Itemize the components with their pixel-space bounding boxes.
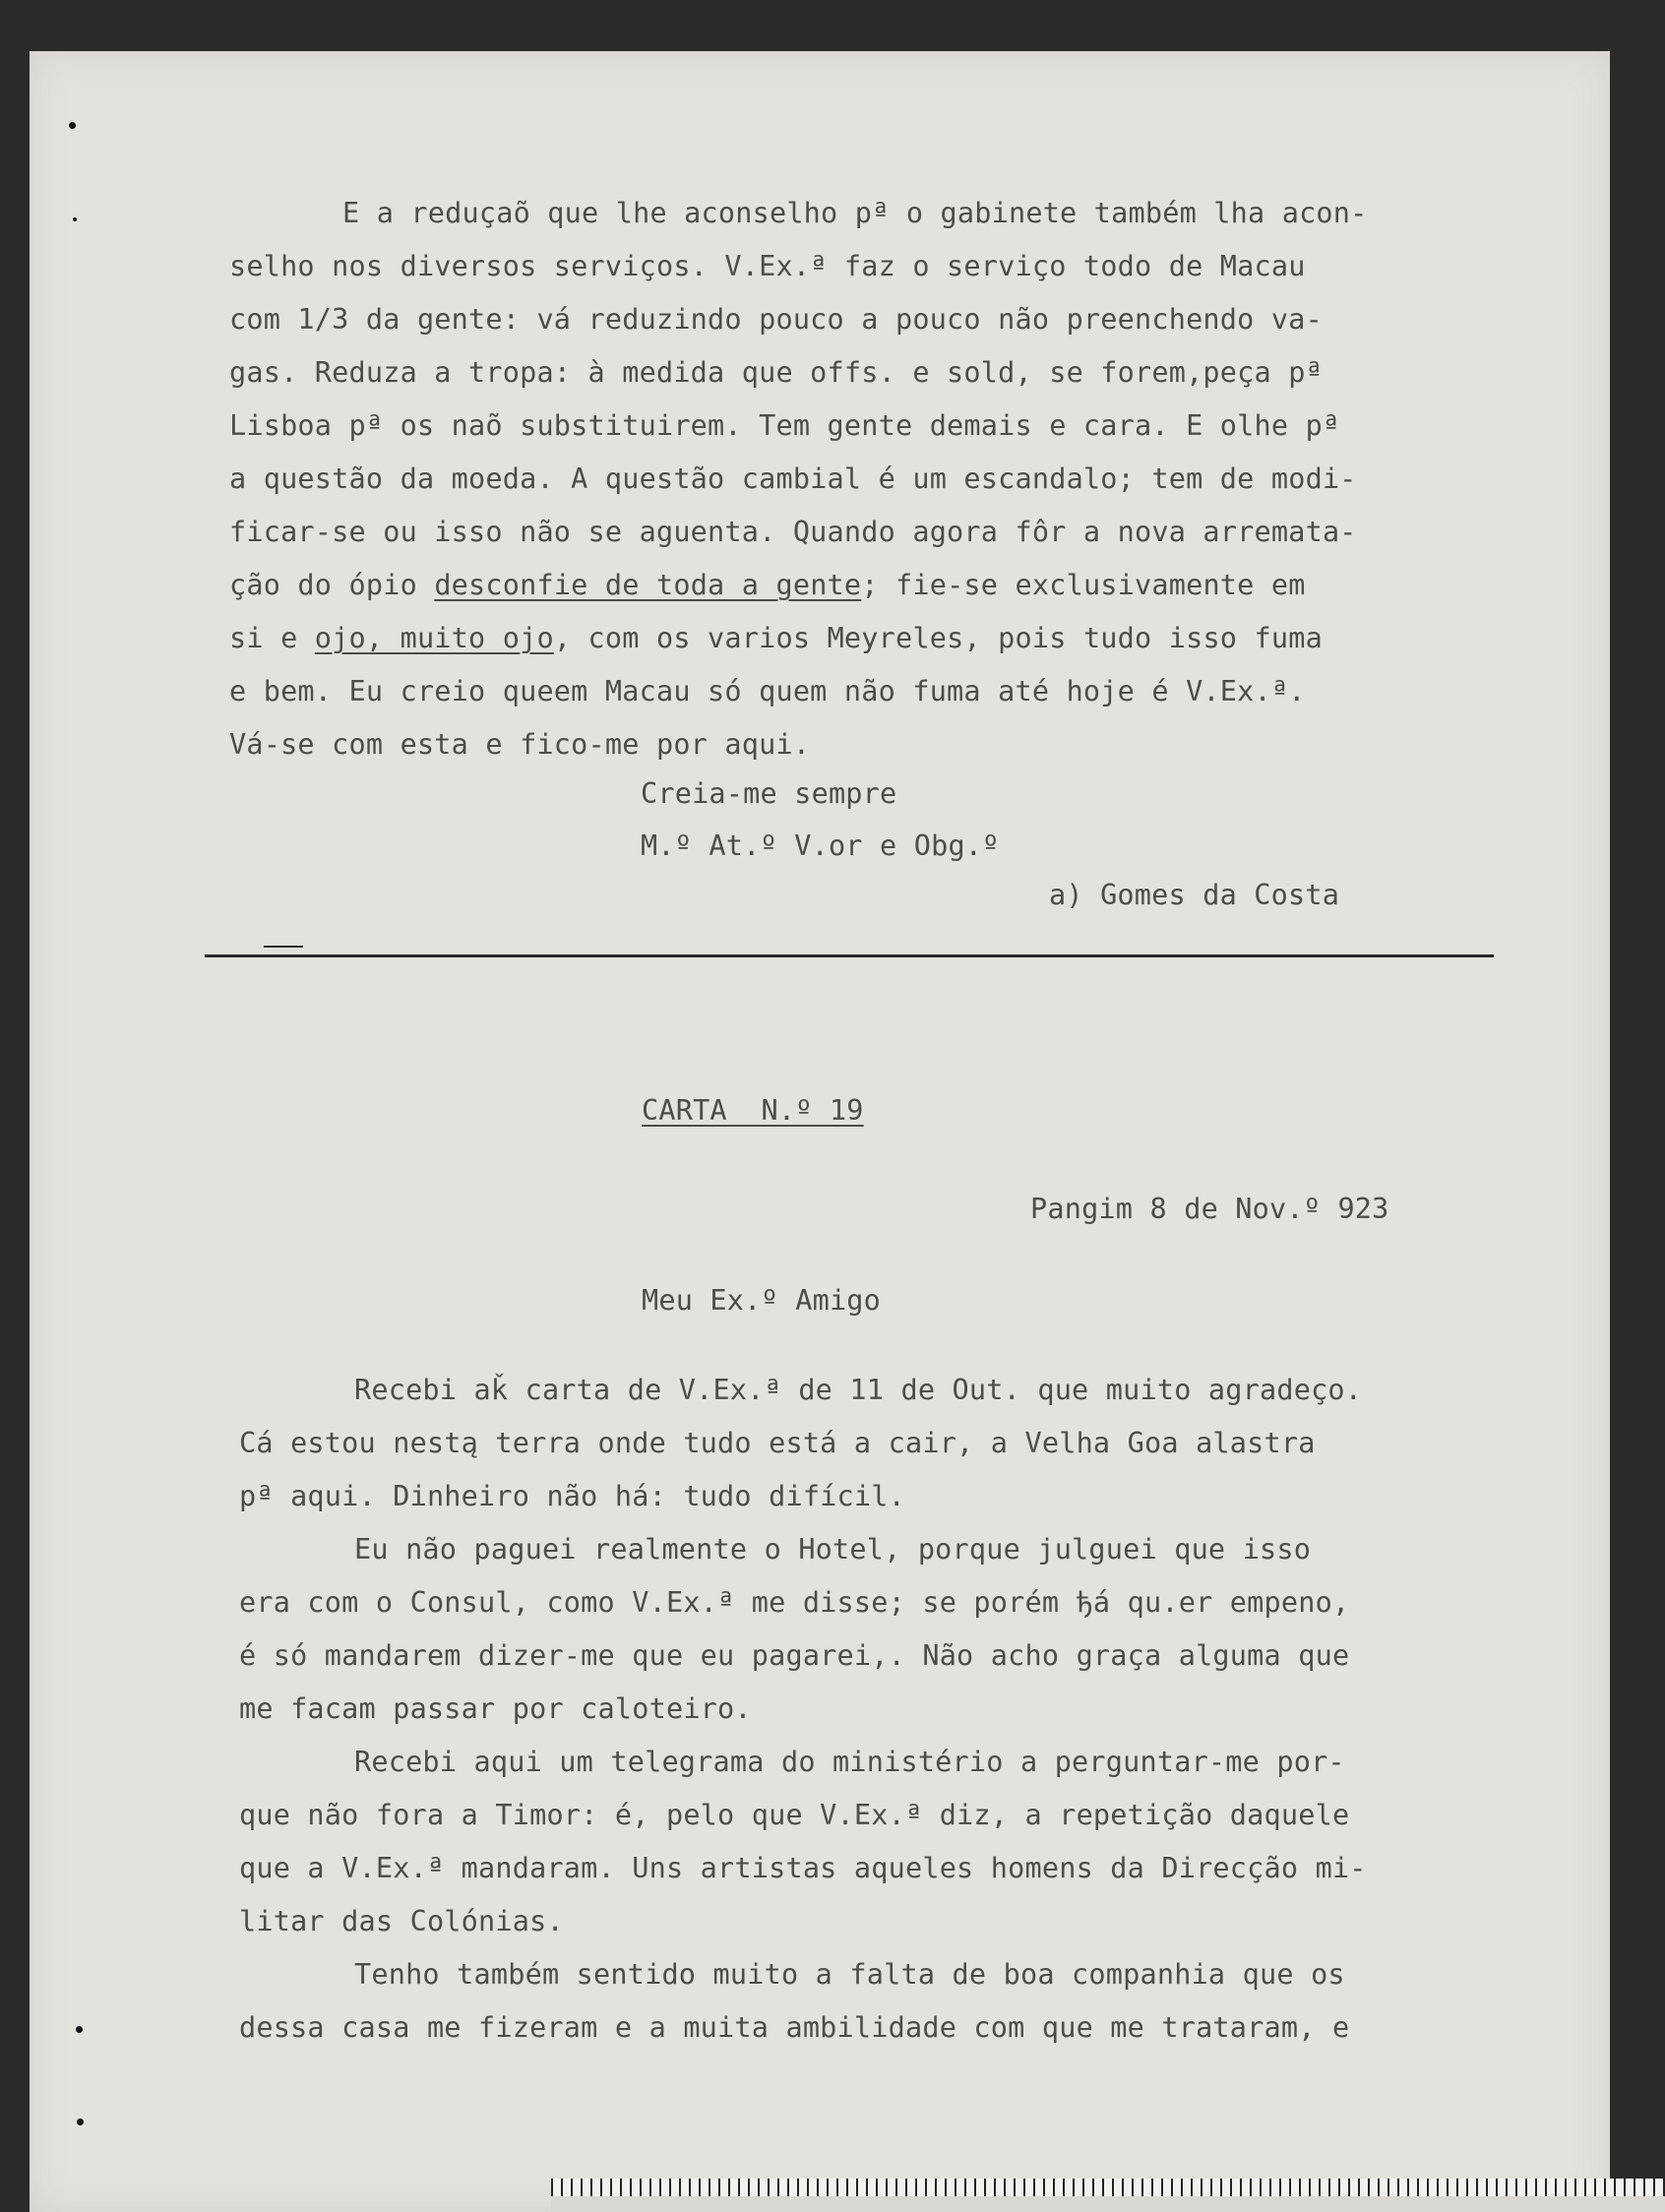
underlined-phrase: ojo, muito ojo	[314, 622, 554, 654]
text-line: si e ojo, muito ojo, com os varios Meyreles, pois tudo isso fuma	[229, 622, 1323, 654]
text-line: a questão da moeda. A questão cambial é um escandalo; tem de modi-	[229, 462, 1357, 495]
closing-line: Creia-me sempre	[641, 777, 897, 810]
text-line: Recebi aqui um telegrama do ministério a perguntar-me por-	[354, 1746, 1345, 1778]
salutation: Meu Ex.º Amigo	[642, 1284, 882, 1317]
text-line: Lisboa pª os naõ substituirem. Tem gente demais e cara. E olhe pª	[229, 409, 1340, 442]
text-line: que a V.Ex.ª mandaram. Uns artistas aqueles homens da Direcção mi-	[239, 1852, 1367, 1884]
closing-line: M.º At.º V.or e Obg.º	[641, 830, 1000, 862]
scale-ruler-strip	[551, 2196, 1665, 2212]
signature: a) Gomes da Costa	[1049, 879, 1340, 911]
text-line: com 1/3 da gente: vá reduzindo pouco a pouco não preenchendo va-	[229, 303, 1323, 336]
text-line: gas. Reduza a tropa: à medida que offs. e sold, se forem,peça pª	[229, 356, 1323, 389]
text-line: Tenho também sentido muito a falta de boa companhia que os	[354, 1958, 1345, 1991]
text-line: litar das Colónias.	[239, 1905, 564, 1937]
text-line: Eu não paguei realmente o Hotel, porque julguei que isso	[354, 1533, 1312, 1566]
binding-hole-mark	[69, 122, 76, 129]
text-line: dessa casa me fizeram e a muita ambilidade com que me trataram, e	[239, 2011, 1350, 2044]
underlined-phrase: desconfie de toda a gente	[434, 569, 862, 601]
text-line: ficar-se ou isso não se aguenta. Quando agora fôr a nova arremata-	[229, 516, 1357, 548]
text-line: Cá estou nestą terra onde tudo está a cair, a Velha Goa alastra	[239, 1427, 1316, 1459]
text-line: Recebi aǩ carta de V.Ex.ª de 11 de Out. que muito agradeço.	[354, 1374, 1363, 1406]
text-line: selho nos diversos serviços. V.Ex.ª faz o serviço todo de Macau	[229, 250, 1306, 282]
binding-hole-mark	[73, 217, 77, 221]
text-line: me facam passar por caloteiro.	[239, 1692, 752, 1725]
text-line: E a reduçaõ que lhe aconselho pª o gabinete também lha acon-	[342, 197, 1368, 229]
letter-heading: CARTA N.º 19	[642, 1094, 864, 1127]
binding-hole-mark	[76, 2026, 83, 2033]
binding-hole-mark	[77, 2119, 84, 2125]
text-line: ção do ópio desconfie de toda a gente; fie-se exclusivamente em	[229, 569, 1306, 601]
text-line: e bem. Eu creio queem Macau só quem não fuma até hoje é V.Ex.ª.	[229, 675, 1306, 707]
text-line: pª aqui. Dinheiro não há: tudo difícil.	[239, 1480, 905, 1512]
text-line: é só mandarem dizer-me que eu pagarei,. Não acho graça alguma que	[239, 1639, 1350, 1672]
separator-rule	[205, 954, 1494, 957]
place-date: Pangim 8 de Nov.º 923	[1030, 1193, 1389, 1225]
separator-dash	[264, 946, 303, 948]
text-line: era com o Consul, como V.Ex.ª me disse; se porém ђá qu.er empeno,	[239, 1586, 1350, 1619]
text-line: Vá-se com esta e fico-me por aqui.	[229, 728, 811, 761]
text-line: que não fora a Timor: é, pelo que V.Ex.ª diz, a repetição daquele	[239, 1799, 1350, 1831]
